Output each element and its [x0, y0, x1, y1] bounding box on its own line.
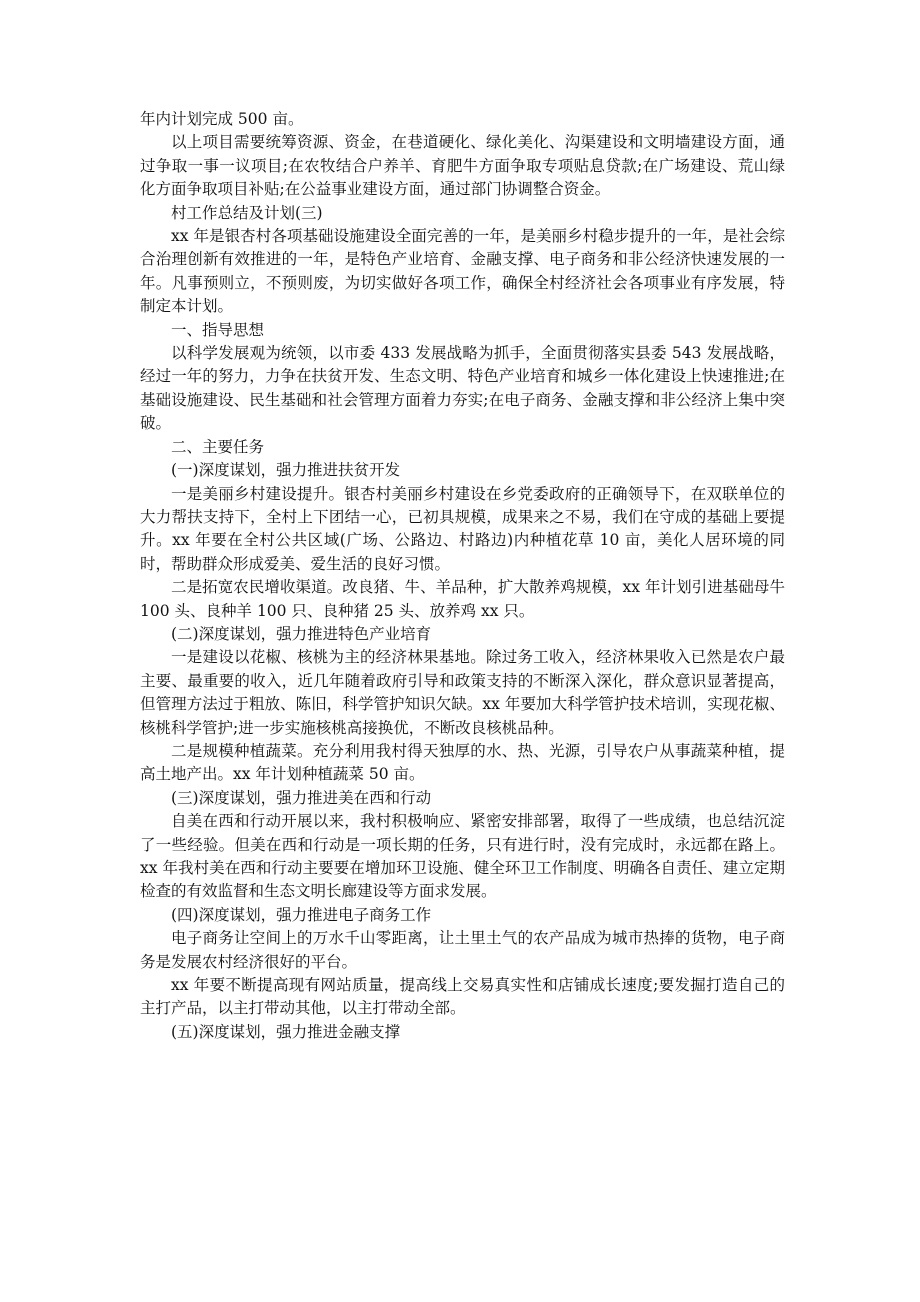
paragraph-task-2-b: 二是规模种植蔬菜。充分利用我村得天独厚的水、热、光源，引导农户从事蔬菜种植，提高土地产出。xx 年计划种植蔬菜 50 亩。 — [140, 741, 785, 784]
paragraph-task-4-b: xx 年要不断提高现有网站质量，提高线上交易真实性和店铺成长速度;要发掘打造自己的主打产品，以主打带动其他，以主打带动全部。 — [140, 976, 785, 1018]
heading-task-2: (二)深度谋划，强力推进特色产业培育 — [171, 624, 432, 643]
section-title: 村工作总结及计划(三) — [171, 203, 323, 222]
paragraph-intro: xx 年是银杏村各项基础设施建设全面完善的一年，是美丽乡村稳步提升的一年，是社会综合治理创新有效推进的一年，是特色产业培育、金融支撑、电子商务和非公经济快速发展的一年。凡事预则立，不预则废，为切实做好各项工作，确保全村经济社会各项事业有序发展，特制定本计划。 — [140, 227, 785, 316]
heading-task-4: (四)深度谋划，强力推进电子商务工作 — [171, 905, 432, 924]
heading-task-5: (五)深度谋划，强力推进金融支撑 — [171, 1022, 401, 1041]
paragraph-task-2-a: 一是建设以花椒、核桃为主的经济林果基地。除过务工收入，经济林果收入已然是农户最主要、最重要的收入，近几年随着政府引导和政策支持的不断深入深化，群众意识显著提高，但管理方法过于粗放、陈旧，科学管护知识欠缺。xx 年要加大科学管护技术培训，实现花椒、核桃科学管护;进一步实施核桃高接换优，不断改良核桃品种。 — [140, 648, 785, 737]
paragraph-task-1-a: 一是美丽乡村建设提升。银杏村美丽乡村建设在乡党委政府的正确领导下，在双联单位的大力帮扶支持下，全村上下团结一心，已初具规模，成果来之不易，我们在守成的基础上要提升。xx 年要在全村公共区域(广场、公路边、村路边)内种植花草 10 亩，美化人居环境的同时，帮助群众形成爱美、爱生活的良好习惯。 — [140, 484, 785, 573]
paragraph-task-1-b: 二是拓宽农民增收渠道。改良猪、牛、羊品种，扩大散养鸡规模，xx 年计划引进基础母牛 100 头、良种羊 100 只、良种猪 25 头、放养鸡 xx 只。 — [140, 578, 785, 620]
document-page — [140, 108, 785, 1044]
heading-task-1: (一)深度谋划，强力推进扶贫开发 — [171, 461, 401, 480]
paragraph-continuation: 年内计划完成 500 亩。 — [140, 110, 304, 128]
paragraph-funding: 以上项目需要统筹资源、资金，在巷道硬化、绿化美化、沟渠建设和文明墙建设方面，通过争取一事一议项目;在农牧结合户养羊、育肥牛方面争取专项贴息贷款;在广场建设、荒山绿化方面争取项目补贴;在公益事业建设方面，通过部门协调整合资金。 — [140, 133, 785, 199]
heading-guiding-ideology: 一、指导思想 — [171, 320, 265, 339]
paragraph-task-4-a: 电子商务让空间上的万水千山零距离，让土里土气的农产品成为城市热捧的货物，电子商务是发展农村经济很好的平台。 — [140, 929, 785, 971]
heading-task-3: (三)深度谋划，强力推进美在西和行动 — [171, 788, 432, 807]
paragraph-guiding-ideology: 以科学发展观为统领，以市委 433 发展战略为抓手，全面贯彻落实县委 543 发展战略，经过一年的努力，力争在扶贫开发、生态文明、特色产业培育和城乡一体化建设上快速推进;在基础设施建设、民生基础和社会管理方面着力夯实;在电子商务、金融支撑和非公经济上集中突破。 — [140, 344, 785, 433]
paragraph-task-3: 自美在西和行动开展以来，我村积极响应、紧密安排部署，取得了一些成绩，也总结沉淀了一些经验。但美在西和行动是一项长期的任务，只有进行时，没有完成时，永远都在路上。xx 年我村美在西和行动主要要在增加环卫设施、健全环卫工作制度、明确各自责任、建立定期检查的有效监督和生态文明长廊建设等方面求发展。 — [140, 812, 785, 901]
heading-main-tasks: 二、主要任务 — [171, 437, 265, 456]
